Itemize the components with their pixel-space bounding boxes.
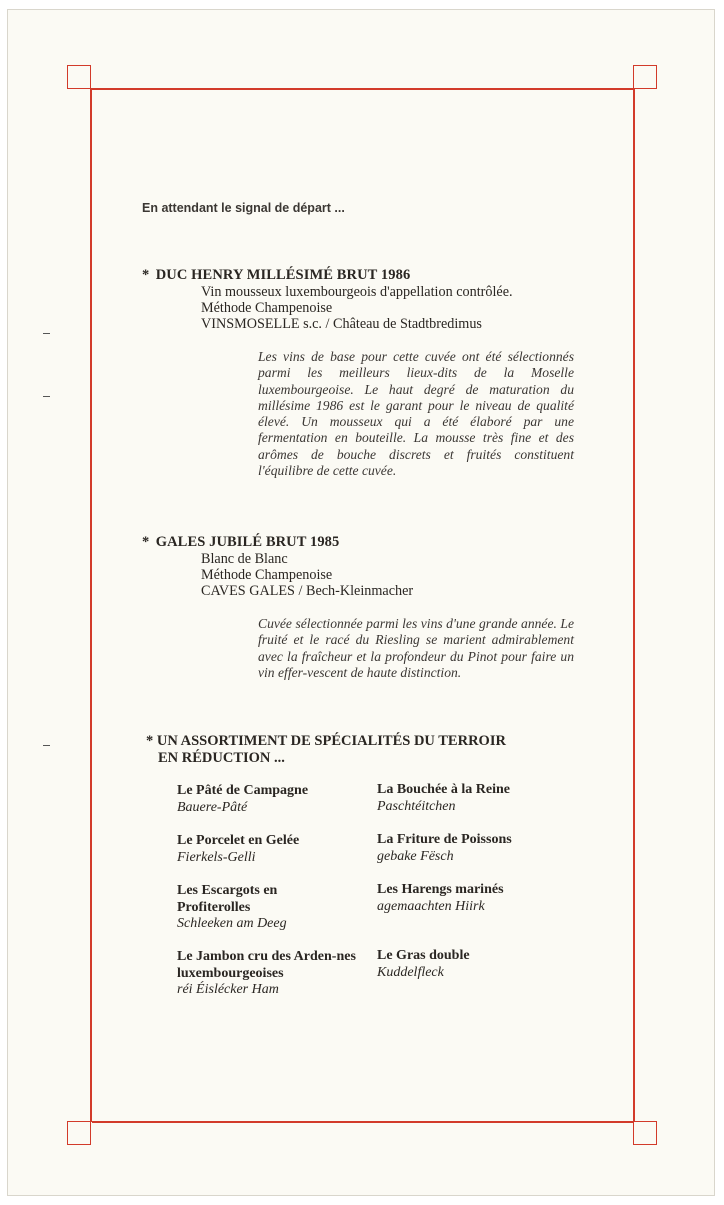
wine-method: Méthode Champenoise xyxy=(201,567,333,583)
wine-name: DUC HENRY MILLÉSIMÉ BRUT 1986 xyxy=(155,267,411,283)
dish-item xyxy=(377,948,567,981)
dish-local-name: Fierkels-Gelli xyxy=(177,849,256,865)
margin-mark xyxy=(43,396,50,397)
wine-title xyxy=(142,534,413,551)
wine-description: Les vins de base pour cette cuvée ont été sélectionnés parmi les meilleurs lieux-dits de la Moselle luxembourgeoise. Le haut degré de maturation du millésime 1986 est le garant pour le niveau de qualité élevé. Un mousseux qui a été élaboré par une fermentation en bouteille. La mousse très fine et des arômes de bouche discrets et fruités constituent l'équilibre de cette cuvée. xyxy=(258,349,574,479)
wine-producer: VINSMOSELLE s.c. / Château de Stadtbredimus xyxy=(201,316,482,332)
corner-square-bottom-right xyxy=(633,1121,657,1145)
bullet-star: * xyxy=(142,534,150,550)
specialties-heading-line2: EN RÉDUCTION ... xyxy=(158,749,285,766)
wine-appellation: Vin mousseux luxembourgeois d'appellation contrôlée. xyxy=(201,284,513,300)
dish-name: La Friture de Poissons xyxy=(377,832,512,847)
specialties-heading xyxy=(146,733,506,766)
dish-local-name: agemaachten Hiirk xyxy=(377,898,485,914)
bullet-star: * xyxy=(146,733,154,749)
dish-name: Le Porcelet en Gelée xyxy=(177,833,300,848)
dish-local-name: réi Éislécker Ham xyxy=(177,982,279,997)
margin-mark xyxy=(43,333,50,334)
dish-name: La Bouchée à la Reine xyxy=(377,782,510,797)
dish-item xyxy=(177,833,367,866)
wine-title xyxy=(142,267,513,284)
corner-square-top-right xyxy=(633,65,657,89)
dish-local-name: Kuddelfleck xyxy=(377,964,444,980)
dish-item xyxy=(377,782,567,815)
menu-page xyxy=(8,10,714,1195)
dish-item xyxy=(177,949,362,999)
dish-item xyxy=(177,783,367,816)
dish-name: Le Pâté de Campagne xyxy=(177,783,309,798)
dish-local-name: Paschtéitchen xyxy=(377,798,456,814)
dish-item xyxy=(377,882,567,915)
bullet-star: * xyxy=(142,267,150,283)
wine-name: GALES JUBILÉ BRUT 1985 xyxy=(155,534,340,550)
dish-item xyxy=(377,832,567,865)
dish-local-name: Schleeken am Deeg xyxy=(177,916,287,931)
dish-name: Le Jambon cru des Arden-nes luxembourgeoises xyxy=(177,949,356,981)
dish-local-name: Bauere-Pâté xyxy=(177,799,248,815)
specialties-heading-line1: UN ASSORTIMENT DE SPÉCIALITÉS DU TERROIR xyxy=(156,733,506,749)
corner-square-bottom-left xyxy=(67,1121,91,1145)
intro-line: En attendant le signal de départ ... xyxy=(142,201,345,215)
wine-entry xyxy=(142,267,513,332)
dish-name: Les Harengs marinés xyxy=(377,882,504,897)
wine-description: Cuvée sélectionnée parmi les vins d'une grande année. Le fruité et le racé du Riesling se marient admirablement avec la fraîcheur et la profondeur du Pinot pour faire un vin effer-vescent de haute distinction. xyxy=(258,616,574,680)
wine-entry xyxy=(142,534,413,599)
wine-producer: CAVES GALES / Bech-Kleinmacher xyxy=(201,583,414,599)
dish-local-name: gebake Fësch xyxy=(377,848,454,864)
corner-square-top-left xyxy=(67,65,91,89)
dish-item xyxy=(177,883,337,933)
dish-name: Le Gras double xyxy=(377,948,470,963)
dish-name: Les Escargots en Profiterolles xyxy=(177,883,278,915)
wine-method: Méthode Champenoise xyxy=(201,300,333,316)
margin-mark xyxy=(43,745,50,746)
wine-type: Blanc de Blanc xyxy=(201,551,288,567)
